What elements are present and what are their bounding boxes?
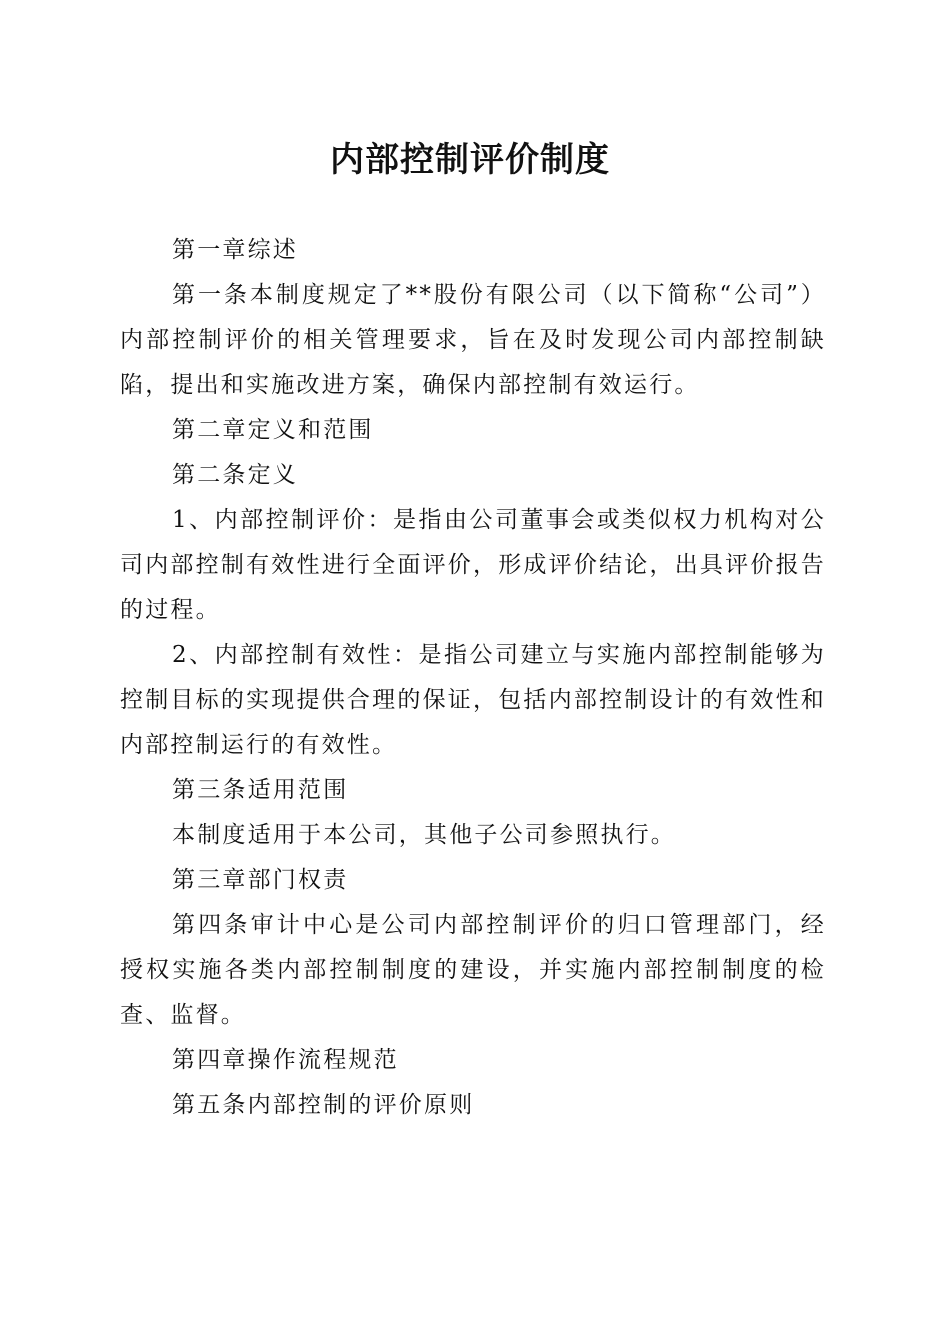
document-body — [120, 228, 826, 1128]
chapter-3-heading: 第三章部门权责 — [172, 867, 349, 893]
chapter-1-heading: 第一章综述 — [172, 237, 298, 263]
article-4-text: 第四条审计中心是公司内部控制评价的归口管理部门，经授权实施各类内部控制制度的建设，并实施内部控制制度的检查、监督。 — [120, 912, 826, 1028]
scope-text: 本制度适用于本公司，其他子公司参照执行。 — [172, 822, 676, 848]
article-5-heading: 第五条内部控制的评价原则 — [172, 1092, 475, 1118]
article-1-text: 第一条本制度规定了**股份有限公司（以下简称“公司”）内部控制评价的相关管理要求，旨在及时发现公司内部控制缺陷，提出和实施改进方案，确保内部控制有效运行。 — [120, 282, 826, 398]
chapter-2-heading: 第二章定义和范围 — [172, 417, 374, 443]
chapter-4-heading: 第四章操作流程规范 — [172, 1047, 399, 1073]
definition-2-text: 2、内部控制有效性：是指公司建立与实施内部控制能够为控制目标的实现提供合理的保证，包括内部控制设计的有效性和内部控制运行的有效性。 — [120, 642, 826, 758]
article-2-heading: 第二条定义 — [172, 462, 298, 488]
article-3-heading: 第三条适用范围 — [172, 777, 349, 803]
document-title: 内部控制评价制度 — [330, 140, 610, 180]
definition-1-text: 1、内部控制评价：是指由公司董事会或类似权力机构对公司内部控制有效性进行全面评价，形成评价结论，出具评价报告的过程。 — [120, 507, 826, 623]
